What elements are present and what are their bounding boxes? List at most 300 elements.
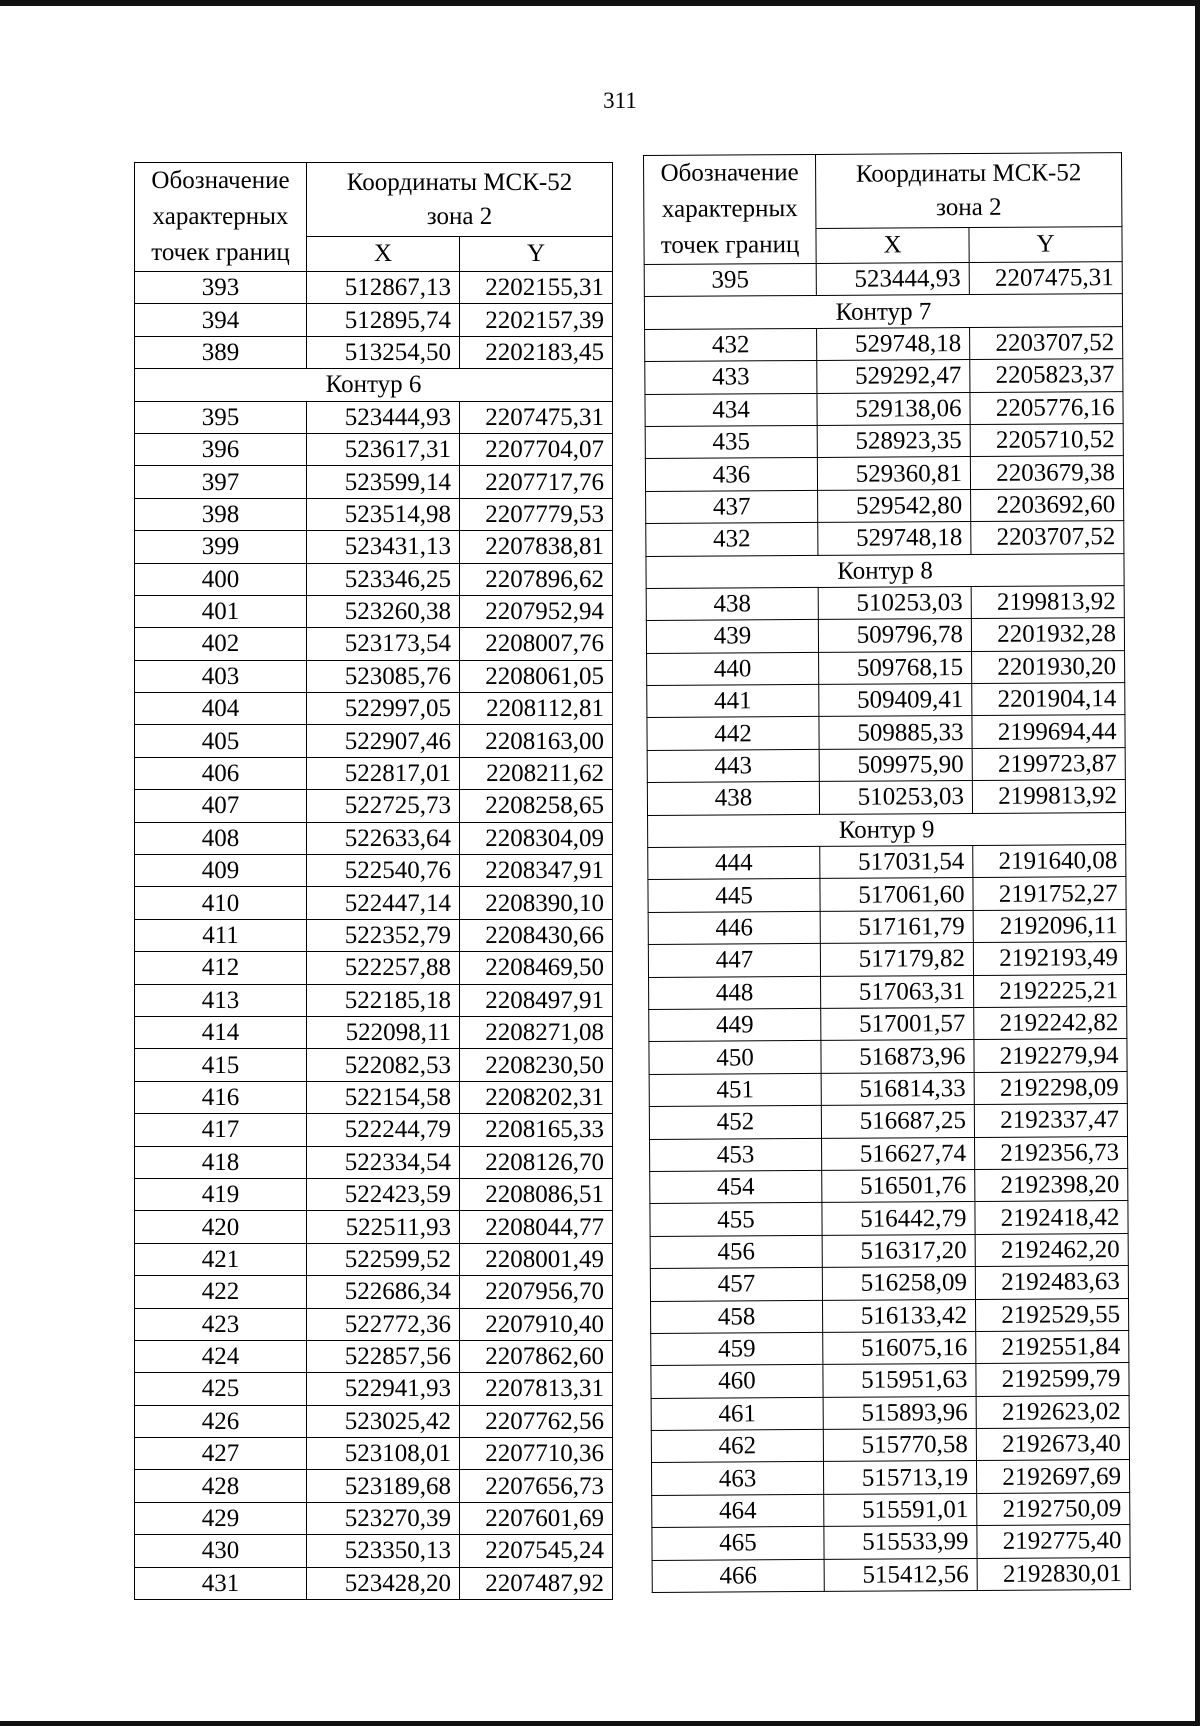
y-header: Y <box>969 227 1122 263</box>
y-coord-cell: 2192398,20 <box>975 1168 1128 1201</box>
point-label-line: характерных <box>661 195 798 223</box>
y-coord-cell: 2192750,09 <box>977 1492 1130 1525</box>
x-coord-cell: 516075,16 <box>823 1331 976 1364</box>
x-coord-cell: 522817,01 <box>307 757 460 789</box>
y-coord-cell: 2207601,69 <box>460 1502 613 1534</box>
table-row <box>135 336 613 368</box>
contour-section-row <box>135 369 613 401</box>
table-body <box>644 262 1130 1593</box>
y-coord-cell: 2192529,55 <box>975 1298 1128 1331</box>
table-row <box>135 1405 613 1437</box>
x-coord-cell: 510253,03 <box>818 586 971 619</box>
table-row <box>647 747 1125 782</box>
x-coord-cell: 510253,03 <box>819 781 972 814</box>
table-row <box>135 1567 613 1599</box>
point-id-cell: 421 <box>135 1243 307 1275</box>
point-id-cell: 414 <box>135 1016 307 1048</box>
table-row <box>135 660 613 692</box>
point-id-cell: 427 <box>135 1438 307 1470</box>
point-id-cell: 407 <box>135 790 307 822</box>
table-row <box>135 1373 613 1405</box>
point-id-cell: 397 <box>135 466 307 498</box>
y-coord-cell: 2207656,73 <box>460 1470 613 1502</box>
table-row <box>651 1395 1129 1430</box>
y-coord-cell: 2207710,36 <box>460 1438 613 1470</box>
x-coord-cell: 515533,99 <box>824 1526 977 1559</box>
point-id-cell: 437 <box>646 490 818 523</box>
y-coord-cell: 2192337,47 <box>974 1104 1127 1137</box>
x-coord-cell: 522540,76 <box>307 855 460 887</box>
x-coord-cell: 522082,53 <box>307 1049 460 1081</box>
table-row <box>135 433 613 465</box>
x-coord-cell: 522244,79 <box>307 1114 460 1146</box>
x-coord-cell: 522185,18 <box>307 984 460 1016</box>
y-coord-cell: 2192830,01 <box>977 1557 1130 1590</box>
table-row <box>650 1266 1128 1301</box>
table-row <box>135 757 613 789</box>
point-id-cell: 406 <box>135 757 307 789</box>
x-coord-cell: 522941,93 <box>307 1373 460 1405</box>
x-header: X <box>307 237 460 272</box>
y-coord-cell: 2207813,31 <box>460 1373 613 1405</box>
x-coord-cell: 529138,06 <box>817 392 970 425</box>
x-coord-cell: 523189,68 <box>307 1470 460 1502</box>
point-id-cell: 431 <box>135 1567 307 1599</box>
point-id-cell: 462 <box>651 1429 823 1462</box>
table-row <box>651 1428 1129 1463</box>
table-row <box>135 1308 613 1340</box>
y-coord-cell: 2192242,82 <box>974 1007 1127 1040</box>
y-coord-cell: 2192623,02 <box>976 1395 1129 1428</box>
point-id-cell: 454 <box>650 1170 822 1203</box>
table-row <box>135 1470 613 1502</box>
scan-border-bottom <box>0 1721 1200 1726</box>
point-id-cell: 442 <box>647 717 819 750</box>
point-id-cell: 432 <box>646 523 818 556</box>
x-coord-cell: 523599,14 <box>307 466 460 498</box>
point-id-cell: 412 <box>135 952 307 984</box>
x-coord-cell: 517061,60 <box>820 878 973 911</box>
point-id-cell: 398 <box>135 498 307 530</box>
table-row <box>648 845 1126 880</box>
x-coord-cell: 522511,93 <box>307 1211 460 1243</box>
table-row <box>135 563 613 595</box>
table-row <box>645 326 1123 361</box>
table-row <box>135 1081 613 1113</box>
table-row <box>135 304 613 336</box>
y-coord-cell: 2208202,31 <box>460 1081 613 1113</box>
y-coord-cell: 2207545,24 <box>460 1535 613 1567</box>
point-id-cell: 424 <box>135 1340 307 1372</box>
table-row <box>135 1114 613 1146</box>
x-coord-cell: 509796,78 <box>818 619 971 652</box>
point-id-cell: 458 <box>651 1300 823 1333</box>
y-coord-cell: 2205823,37 <box>970 359 1123 392</box>
y-header: Y <box>460 237 613 272</box>
x-coord-cell: 516814,33 <box>821 1072 974 1105</box>
x-coord-cell: 522423,59 <box>307 1178 460 1210</box>
y-coord-cell: 2202157,39 <box>460 304 613 336</box>
table-row <box>651 1330 1129 1365</box>
x-coord-cell: 517161,79 <box>820 910 973 943</box>
coords-label-line: зона 2 <box>426 202 493 230</box>
table-row <box>652 1557 1130 1592</box>
table-row <box>649 1007 1127 1042</box>
x-coord-cell: 523085,76 <box>307 660 460 692</box>
y-coord-cell: 2207762,56 <box>460 1405 613 1437</box>
point-id-cell: 422 <box>135 1276 307 1308</box>
point-id-cell: 400 <box>135 563 307 595</box>
x-coord-cell: 528923,35 <box>817 424 970 457</box>
point-id-cell: 436 <box>645 458 817 491</box>
x-coord-cell: 512895,74 <box>307 304 460 336</box>
point-id-cell: 449 <box>649 1008 821 1041</box>
table-row <box>135 1178 613 1210</box>
point-id-cell: 426 <box>135 1405 307 1437</box>
y-coord-cell: 2207475,31 <box>969 262 1122 295</box>
x-coord-cell: 516258,09 <box>822 1267 975 1300</box>
contour-label: Контур 8 <box>646 553 1124 588</box>
coords-label-line: зона 2 <box>936 193 1002 221</box>
contour-section-row <box>644 294 1122 329</box>
y-coord-cell: 2191752,27 <box>973 877 1126 910</box>
x-coord-cell: 523428,20 <box>307 1567 460 1599</box>
x-coord-cell: 522686,34 <box>307 1276 460 1308</box>
x-coord-cell: 523173,54 <box>307 628 460 660</box>
x-coord-cell: 516873,96 <box>821 1040 974 1073</box>
x-coord-cell: 522997,05 <box>307 693 460 725</box>
point-id-cell: 410 <box>135 887 307 919</box>
x-coord-cell: 522352,79 <box>307 919 460 951</box>
point-id-cell: 461 <box>651 1397 823 1430</box>
y-coord-cell: 2192462,20 <box>975 1233 1128 1266</box>
x-coord-cell: 522098,11 <box>307 1016 460 1048</box>
y-coord-cell: 2208165,33 <box>460 1114 613 1146</box>
x-coord-cell: 523260,38 <box>307 595 460 627</box>
table-row <box>651 1460 1129 1495</box>
x-coord-cell: 522154,58 <box>307 1081 460 1113</box>
point-id-cell: 399 <box>135 531 307 563</box>
point-label-header <box>135 163 307 272</box>
table-row <box>648 909 1126 944</box>
y-coord-cell: 2207704,07 <box>460 433 613 465</box>
contour-section-row <box>646 553 1124 588</box>
x-coord-cell: 509885,33 <box>819 716 972 749</box>
table-row <box>645 359 1123 394</box>
table-row <box>135 1211 613 1243</box>
point-id-cell: 452 <box>649 1106 821 1139</box>
table-row <box>135 1016 613 1048</box>
y-coord-cell: 2192356,73 <box>975 1136 1128 1169</box>
page-number: 311 <box>603 88 637 113</box>
table-row <box>645 456 1123 491</box>
table-row <box>649 1071 1127 1106</box>
point-id-cell: 413 <box>135 984 307 1016</box>
table-row <box>650 1168 1128 1203</box>
y-coord-cell: 2208430,66 <box>460 919 613 951</box>
y-coord-cell: 2201932,28 <box>971 618 1124 651</box>
point-id-cell: 417 <box>135 1114 307 1146</box>
point-id-cell: 428 <box>135 1470 307 1502</box>
table-row <box>135 498 613 530</box>
y-coord-cell: 2192483,63 <box>975 1266 1128 1299</box>
x-coord-cell: 522772,36 <box>307 1308 460 1340</box>
table-row <box>135 984 613 1016</box>
point-id-cell: 430 <box>135 1535 307 1567</box>
x-coord-cell: 517031,54 <box>820 846 973 879</box>
y-coord-cell: 2201904,14 <box>972 683 1125 716</box>
point-id-cell: 439 <box>646 620 818 653</box>
point-id-cell: 456 <box>650 1235 822 1268</box>
x-coord-cell: 522599,52 <box>307 1243 460 1275</box>
y-coord-cell: 2199694,44 <box>972 715 1125 748</box>
table-row <box>135 887 613 919</box>
point-label-line: характерных <box>152 203 289 230</box>
y-coord-cell: 2208044,77 <box>460 1211 613 1243</box>
y-coord-cell: 2201930,20 <box>972 650 1125 683</box>
x-coord-cell: 523617,31 <box>307 433 460 465</box>
table-row <box>135 628 613 660</box>
x-coord-cell: 509409,41 <box>819 684 972 717</box>
table-row <box>135 790 613 822</box>
point-id-cell: 420 <box>135 1211 307 1243</box>
contour-label: Контур 6 <box>135 369 613 401</box>
point-id-cell: 394 <box>135 304 307 336</box>
point-id-cell: 455 <box>650 1203 822 1236</box>
x-header: X <box>816 228 969 264</box>
y-coord-cell: 2192697,69 <box>976 1460 1129 1493</box>
y-coord-cell: 2207956,70 <box>460 1276 613 1308</box>
point-id-cell: 444 <box>648 846 820 879</box>
table-row <box>135 725 613 757</box>
x-coord-cell: 516442,79 <box>822 1202 975 1235</box>
contour-label: Контур 7 <box>644 294 1122 329</box>
y-coord-cell: 2208007,76 <box>460 628 613 660</box>
y-coord-cell: 2207862,60 <box>460 1340 613 1372</box>
y-coord-cell: 2208211,62 <box>460 757 613 789</box>
point-label-line: точек границ <box>660 231 800 259</box>
point-id-cell: 411 <box>135 919 307 951</box>
table-row <box>651 1363 1129 1398</box>
table-row <box>135 1438 613 1470</box>
point-id-cell: 389 <box>135 336 307 368</box>
y-coord-cell: 2208126,70 <box>460 1146 613 1178</box>
point-id-cell: 433 <box>645 361 817 394</box>
y-coord-cell: 2199813,92 <box>972 780 1125 813</box>
coords-label-line: Координаты МСК-52 <box>346 168 573 196</box>
table-row <box>647 683 1125 718</box>
point-id-cell: 395 <box>644 263 816 296</box>
y-coord-cell: 2208112,81 <box>460 693 613 725</box>
point-id-cell: 429 <box>135 1502 307 1534</box>
y-coord-cell: 2208001,49 <box>460 1243 613 1275</box>
y-coord-cell: 2208061,05 <box>460 660 613 692</box>
y-coord-cell: 2207475,31 <box>460 401 613 433</box>
table-row <box>648 877 1126 912</box>
table-row <box>135 272 613 304</box>
point-id-cell: 432 <box>645 328 817 361</box>
coords-group-header <box>307 163 613 237</box>
point-id-cell: 419 <box>135 1178 307 1210</box>
point-id-cell: 396 <box>135 433 307 465</box>
y-coord-cell: 2208469,50 <box>460 952 613 984</box>
y-coord-cell: 2208497,91 <box>460 984 613 1016</box>
table-row <box>135 595 613 627</box>
coords-label-line: Координаты МСК-52 <box>855 158 1082 188</box>
table-row <box>645 424 1123 459</box>
point-id-cell: 405 <box>135 725 307 757</box>
point-id-cell: 464 <box>652 1494 824 1527</box>
y-coord-cell: 2208271,08 <box>460 1016 613 1048</box>
point-id-cell: 438 <box>647 782 819 815</box>
y-coord-cell: 2192551,84 <box>976 1330 1129 1363</box>
coords-group-header <box>815 153 1121 229</box>
x-coord-cell: 529292,47 <box>817 360 970 393</box>
table-row <box>652 1525 1130 1560</box>
point-id-cell: 435 <box>645 425 817 458</box>
x-coord-cell: 523108,01 <box>307 1438 460 1470</box>
y-coord-cell: 2192279,94 <box>974 1039 1127 1072</box>
y-coord-cell: 2203692,60 <box>971 488 1124 521</box>
x-coord-cell: 515412,56 <box>824 1558 977 1591</box>
point-id-cell: 466 <box>652 1559 824 1592</box>
table-row <box>135 466 613 498</box>
table-row <box>647 650 1125 685</box>
table-body <box>135 272 613 1600</box>
point-id-cell: 401 <box>135 595 307 627</box>
table-row <box>135 1535 613 1567</box>
point-id-cell: 425 <box>135 1373 307 1405</box>
x-coord-cell: 516687,25 <box>821 1105 974 1138</box>
point-id-cell: 446 <box>648 911 820 944</box>
x-coord-cell: 512867,13 <box>307 272 460 304</box>
y-coord-cell: 2202183,45 <box>460 336 613 368</box>
contour-label: Контур 9 <box>648 812 1126 847</box>
point-id-cell: 423 <box>135 1308 307 1340</box>
point-label-line: точек границ <box>151 239 290 266</box>
table-row <box>644 262 1122 297</box>
x-coord-cell: 523270,39 <box>307 1502 460 1534</box>
y-coord-cell: 2208390,10 <box>460 887 613 919</box>
table-row <box>649 1104 1127 1139</box>
y-coord-cell: 2192193,49 <box>973 942 1126 975</box>
point-id-cell: 448 <box>649 976 821 1009</box>
y-coord-cell: 2207717,76 <box>460 466 613 498</box>
x-coord-cell: 522257,88 <box>307 952 460 984</box>
y-coord-cell: 2208163,00 <box>460 725 613 757</box>
x-coord-cell: 517179,82 <box>820 943 973 976</box>
point-id-cell: 443 <box>647 749 819 782</box>
x-coord-cell: 523431,13 <box>307 531 460 563</box>
x-coord-cell: 515591,01 <box>824 1493 977 1526</box>
y-coord-cell: 2192775,40 <box>977 1525 1130 1558</box>
table-row <box>135 822 613 854</box>
y-coord-cell: 2208230,50 <box>460 1049 613 1081</box>
x-coord-cell: 516501,76 <box>822 1169 975 1202</box>
y-coord-cell: 2191640,08 <box>973 845 1126 878</box>
x-coord-cell: 522447,14 <box>307 887 460 919</box>
x-coord-cell: 522857,56 <box>307 1340 460 1372</box>
point-id-cell: 450 <box>649 1041 821 1074</box>
point-id-cell: 457 <box>650 1268 822 1301</box>
y-coord-cell: 2192599,79 <box>976 1363 1129 1396</box>
point-id-cell: 403 <box>135 660 307 692</box>
table-row <box>135 1340 613 1372</box>
x-coord-cell: 522725,73 <box>307 790 460 822</box>
x-coord-cell: 523514,98 <box>307 498 460 530</box>
y-coord-cell: 2208347,91 <box>460 855 613 887</box>
y-coord-cell: 2203707,52 <box>970 326 1123 359</box>
point-id-cell: 453 <box>650 1138 822 1171</box>
x-coord-cell: 516317,20 <box>822 1234 975 1267</box>
x-coord-cell: 516133,42 <box>822 1299 975 1332</box>
y-coord-cell: 2192418,42 <box>975 1201 1128 1234</box>
x-coord-cell: 509768,15 <box>819 651 972 684</box>
x-coord-cell: 529748,18 <box>817 327 970 360</box>
table-row <box>646 521 1124 556</box>
x-coord-cell: 529748,18 <box>818 522 971 555</box>
point-id-cell: 434 <box>645 393 817 426</box>
y-coord-cell: 2202155,31 <box>460 272 613 304</box>
x-coord-cell: 529360,81 <box>817 457 970 490</box>
y-coord-cell: 2207779,53 <box>460 498 613 530</box>
x-coord-cell: 523350,13 <box>307 1535 460 1567</box>
point-id-cell: 451 <box>649 1073 821 1106</box>
point-id-cell: 463 <box>651 1462 823 1495</box>
x-coord-cell: 515951,63 <box>823 1364 976 1397</box>
x-coord-cell: 515770,58 <box>823 1429 976 1462</box>
point-id-cell: 408 <box>135 822 307 854</box>
table-row <box>646 618 1124 653</box>
table-row <box>135 531 613 563</box>
point-id-cell: 416 <box>135 1081 307 1113</box>
y-coord-cell: 2199813,92 <box>971 585 1124 618</box>
point-label-line: Обозначение <box>151 167 290 194</box>
table-row <box>135 952 613 984</box>
point-id-cell: 393 <box>135 272 307 304</box>
table-row <box>646 585 1124 620</box>
x-coord-cell: 522907,46 <box>307 725 460 757</box>
point-id-cell: 418 <box>135 1146 307 1178</box>
table-row <box>652 1492 1130 1527</box>
contour-section-row <box>648 812 1126 847</box>
point-id-cell: 460 <box>651 1365 823 1398</box>
point-id-cell: 441 <box>647 685 819 718</box>
table-row <box>135 1502 613 1534</box>
table-row <box>648 942 1126 977</box>
scan-border-right <box>1195 0 1200 1726</box>
point-id-cell: 404 <box>135 693 307 725</box>
table-row <box>135 401 613 433</box>
table-row <box>650 1136 1128 1171</box>
point-label-header <box>644 154 817 264</box>
x-coord-cell: 523444,93 <box>307 401 460 433</box>
table-row <box>647 715 1125 750</box>
x-coord-cell: 522633,64 <box>307 822 460 854</box>
point-id-cell: 447 <box>648 944 820 977</box>
x-coord-cell: 517063,31 <box>821 975 974 1008</box>
table-row <box>649 1039 1127 1074</box>
y-coord-cell: 2208304,09 <box>460 822 613 854</box>
point-id-cell: 445 <box>648 879 820 912</box>
y-coord-cell: 2205710,52 <box>970 424 1123 457</box>
table-row <box>135 1146 613 1178</box>
x-coord-cell: 523346,25 <box>307 563 460 595</box>
table-row <box>649 974 1127 1009</box>
y-coord-cell: 2199723,87 <box>972 747 1125 780</box>
x-coord-cell: 523444,93 <box>816 263 969 296</box>
table-row <box>135 1243 613 1275</box>
